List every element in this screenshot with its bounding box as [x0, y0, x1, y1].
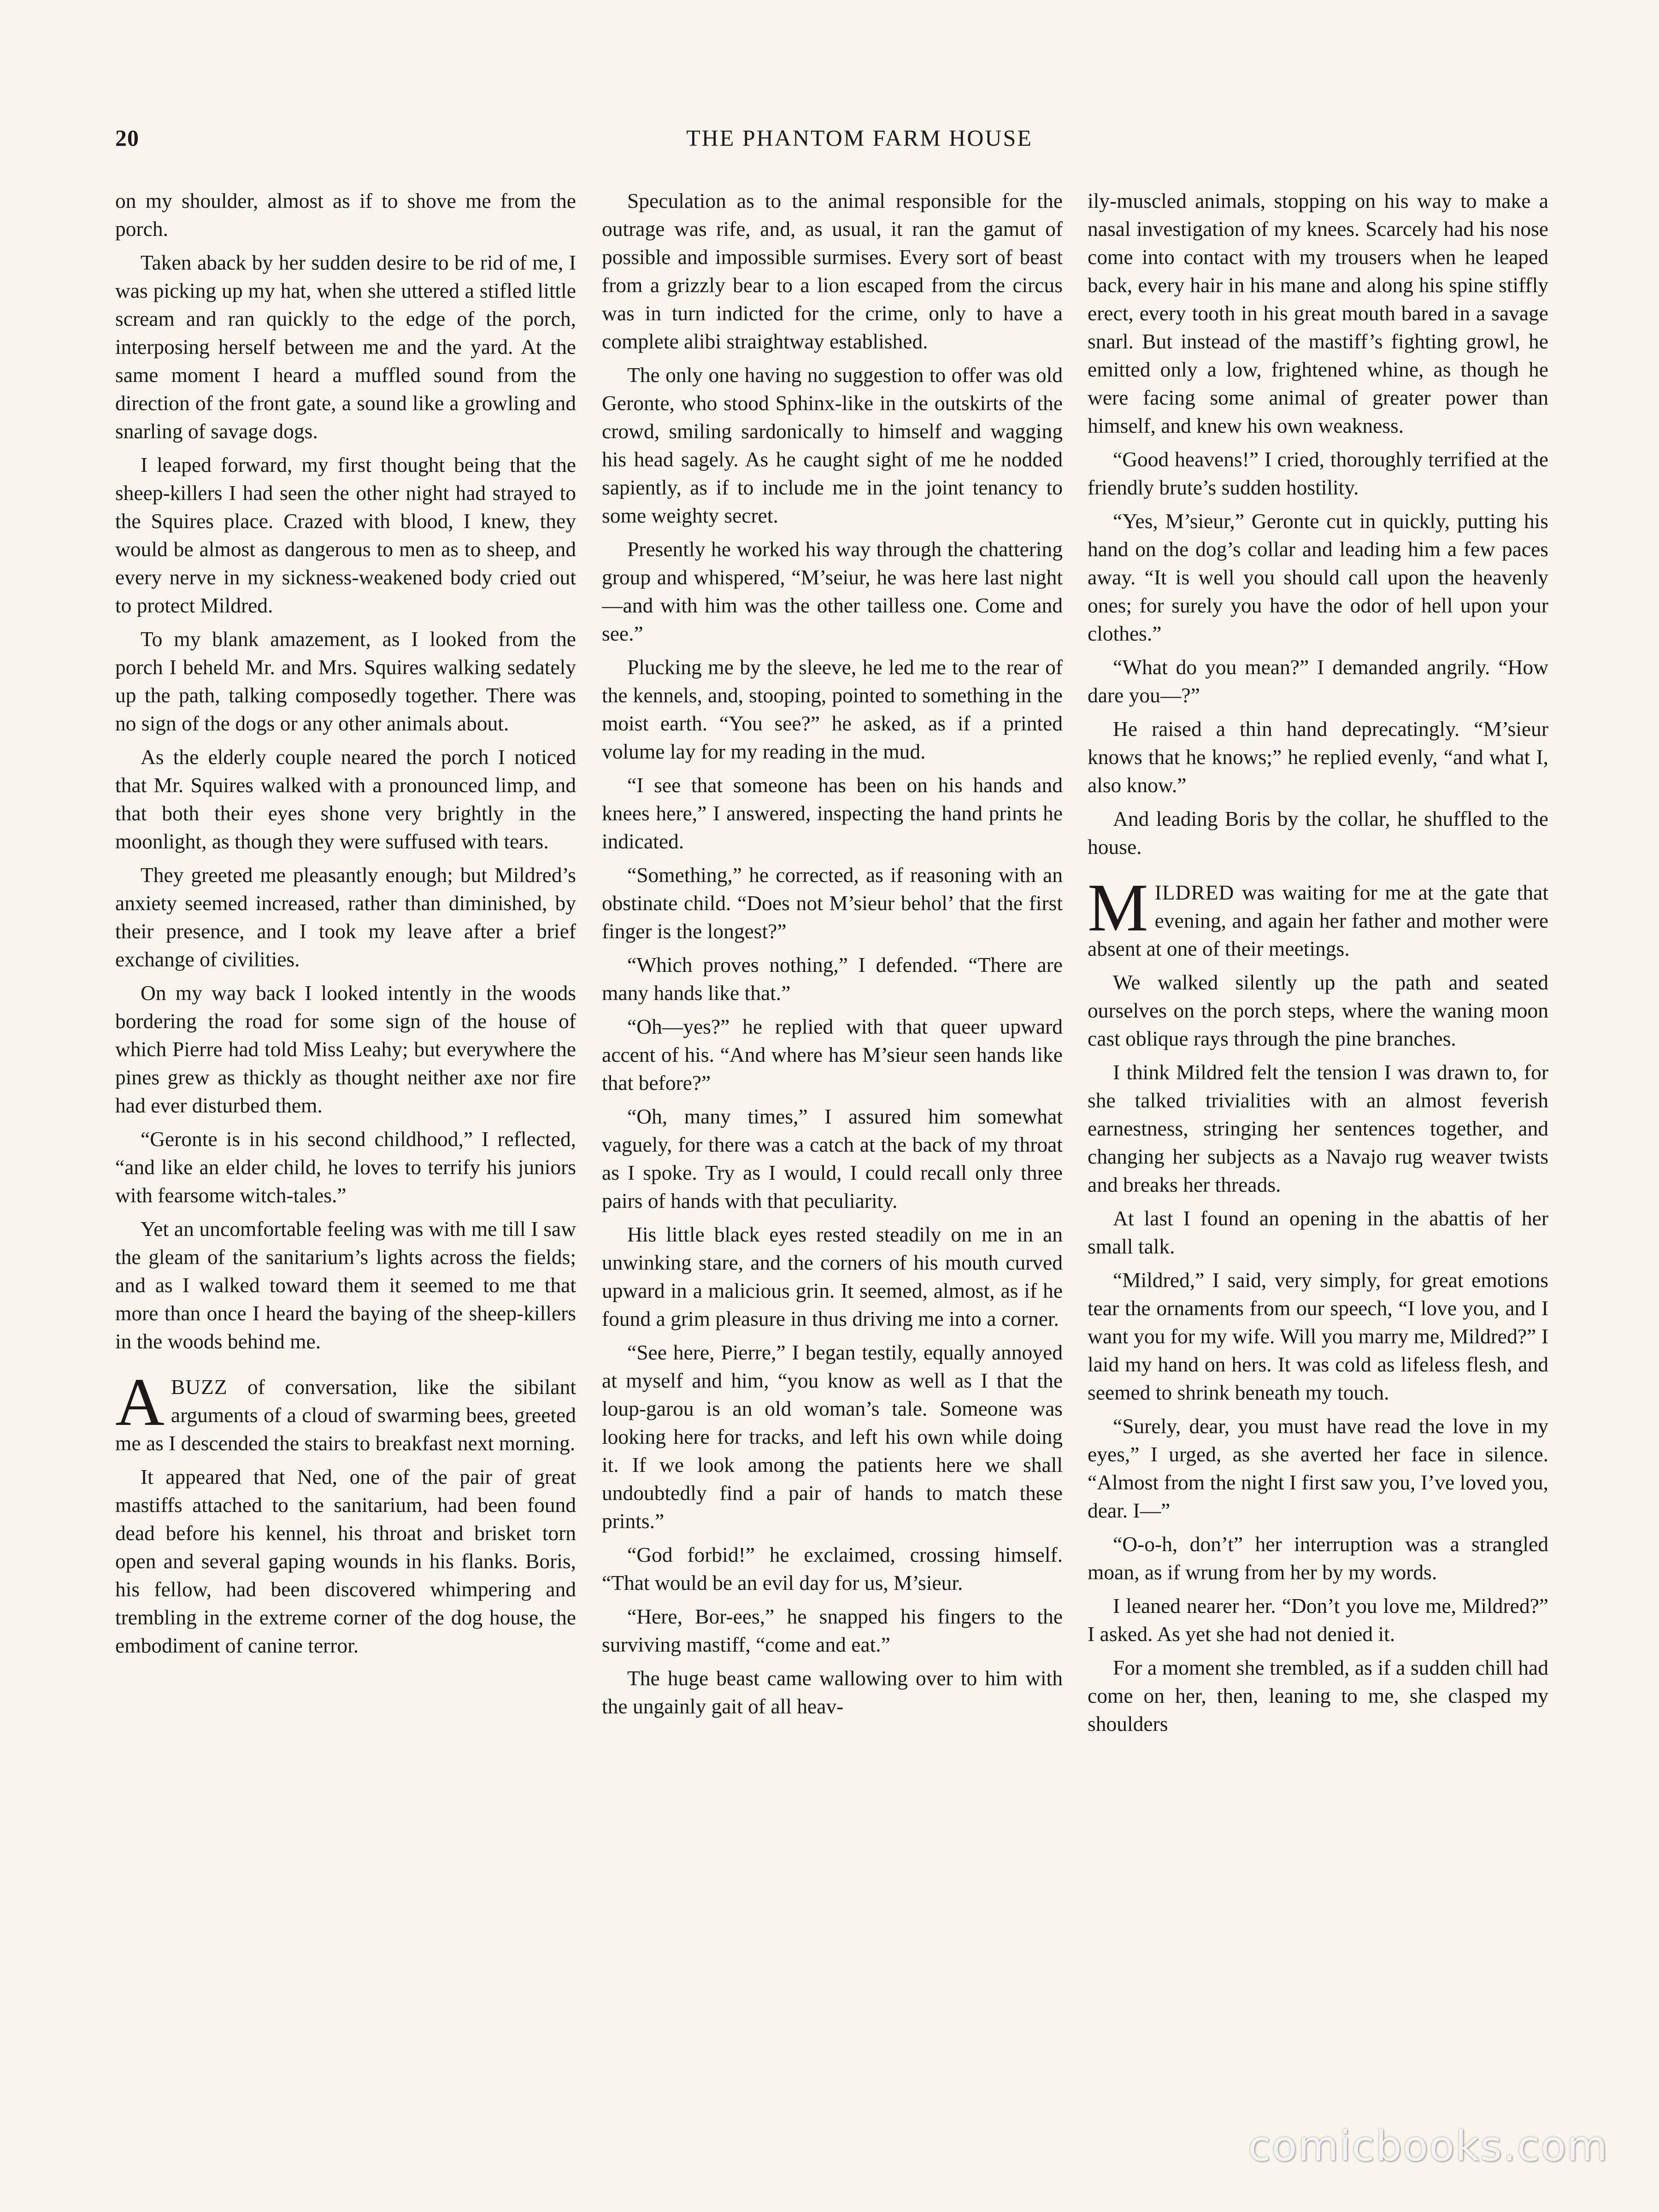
page-number: 20: [115, 125, 139, 151]
body-paragraph: I leaped forward, my first thought being that the sheep-killers I had seen the other night had strayed to the Squires place. Crazed with blood, I knew, they would be almost as dangerous to men as to sheep, and every nerve in my sickness-weakened body cried out to protect Mildred.: [115, 453, 576, 617]
body-paragraph: It appeared that Ned, one of the pair of great mastiffs attached to the sanitarium, had been found dead before his kennel, his throat and brisket torn open and several gaping wounds in his flanks. Boris, his fellow, had been discovered whimpering and trembling in the extreme corner of the dog house, the embodiment of canine terror.: [115, 1465, 576, 1657]
running-title: THE PHANTOM FARM HOUSE: [686, 125, 1033, 151]
body-paragraph: “Yes, M’sieur,” Geronte cut in quickly, putting his hand on the dog’s collar and leading him a few paces away. “It is well you should call upon the heavenly ones; for surely you have the odor of hell upon your clothes.”: [1088, 509, 1548, 645]
body-paragraph: [115, 1365, 576, 1457]
body-paragraph: [1088, 870, 1548, 963]
body-paragraph: “Mildred,” I said, very simply, for great emotions tear the ornaments from our speech, “I love you, and I want you for my wife. Will you marry me, Mildred?” I laid my hand on hers. It was cold as lifeless flesh, and seemed to shrink beneath my touch.: [1088, 1268, 1548, 1404]
body-paragraph: on my shoulder, almost as if to shove me from the porch.: [115, 189, 576, 241]
body-paragraph: Yet an uncomfortable feeling was with me till I saw the gleam of the sanitarium’s lights across the fields; and as I walked toward them it seemed to me that more than once I heard the baying of the sheep-killers in the woods behind me.: [115, 1217, 576, 1353]
body-paragraph: ily-muscled animals, stopping on his way to make a nasal investigation of my knees. Scarcely had his nose come into contact with my trousers when he leaped back, every hair in his mane and along his spine stiffly erect, every tooth in his great mouth bared in a savage snarl. But instead of the mastiff’s fighting growl, he emitted only a low, frightened whine, as though he were facing some animal of greater power than himself, and knew his own weakness.: [1088, 189, 1548, 437]
body-paragraph: “Geronte is in his second childhood,” I reflected, “and like an elder child, he loves to terrify his juniors with fearsome witch-tales.”: [115, 1127, 576, 1207]
body-paragraph: “What do you mean?” I demanded angrily. “How dare you—?”: [1088, 655, 1548, 707]
body-paragraph: They greeted me pleasantly enough; but Mildred’s anxiety seemed increased, rather than diminished, by their presence, and I took my leave after a brief exchange of civilities.: [115, 863, 576, 971]
body-paragraph: The huge beast came wallowing over to him with the ungainly gait of all heav-: [602, 1666, 1063, 1718]
body-paragraph: His little black eyes rested steadily on me in an unwinking stare, and the corners of his mouth curved upward in a malicious grin. It seemed, almost, as if he found a grim pleasure in thus driving me into a corner.: [602, 1223, 1063, 1330]
body-paragraph: “Here, Bor-ees,” he snapped his fingers to the surviving mastiff, “come and eat.”: [602, 1605, 1063, 1656]
body-paragraph: At last I found an opening in the abattis of her small talk.: [1088, 1206, 1548, 1258]
small-caps-lead: BUZZ: [171, 1375, 228, 1399]
paragraph-text: of conversation, like the sibilant arguments of a cloud of swarming bees, greeted me as I descended the stairs to breakfast next morning.: [115, 1375, 576, 1455]
body-paragraph: The only one having no suggestion to offer was old Geronte, who stood Sphinx-like in the outskirts of the crowd, smiling sardonically to himself and wagging his head sagely. As he caught sight of me he nodded sapiently, as if to include me in the joint tenancy to some weighty secret.: [602, 363, 1063, 527]
body-paragraph: We walked silently up the path and seated ourselves on the porch steps, where the waning moon cast oblique rays through the pine branches.: [1088, 971, 1548, 1050]
body-paragraph: Taken aback by her sudden desire to be rid of me, I was picking up my hat, when she uttered a stifled little scream and ran quickly to the edge of the porch, interposing herself between me and the yard. At the same moment I heard a muffled sound from the direction of the front gate, a sound like a growling and snarling of savage dogs.: [115, 251, 576, 443]
paragraph-text: was waiting for me at the gate that evening, and again her father and mother were absent at one of their meetings.: [1088, 881, 1548, 960]
body-paragraph: Presently he worked his way through the chattering group and whispered, “M’seiur, he was here last night—and with him was the other tailless one. Come and see.”: [602, 537, 1063, 645]
site-watermark: comicbooks.com: [1248, 2122, 1608, 2171]
body-paragraph: For a moment she trembled, as if a sudden chill had come on her, then, leaning to me, she clasped my shoulders: [1088, 1656, 1548, 1735]
body-paragraph: “Good heavens!” I cried, thoroughly terrified at the friendly brute’s sudden hostility.: [1088, 447, 1548, 499]
body-paragraph: I think Mildred felt the tension I was drawn to, for she talked trivialities with an almost feverish earnestness, stringing her sentences together, and changing her subjects as a Navajo rug weaver twists and breaks her threads.: [1088, 1060, 1548, 1196]
drop-cap-letter: A: [115, 1365, 165, 1440]
body-paragraph: To my blank amazement, as I looked from the porch I beheld Mr. and Mrs. Squires walking sedately up the path, talking composedly together. There was no sign of the dogs or any other animals about.: [115, 627, 576, 735]
drop-cap-letter: M: [1088, 870, 1148, 946]
body-paragraph: I leaned nearer her. “Don’t you love me, Mildred?” I asked. As yet she had not denied it.: [1088, 1594, 1548, 1646]
body-paragraph: “Surely, dear, you must have read the love in my eyes,” I urged, as she averted her face in silence. “Almost from the night I first saw you, I’ve loved you, dear. I—”: [1088, 1414, 1548, 1522]
body-paragraph: He raised a thin hand deprecatingly. “M’sieur knows that he knows;” he replied evenly, “and what I, also know.”: [1088, 717, 1548, 797]
text-column-1: [115, 187, 576, 2104]
body-paragraph: Plucking me by the sleeve, he led me to the rear of the kennels, and, stooping, pointed to something in the moist earth. “You see?” he asked, as if a printed volume lay for my reading in the mud.: [602, 655, 1063, 763]
body-paragraph: “I see that someone has been on his hands and knees here,” I answered, inspecting the hand prints he indicated.: [602, 773, 1063, 853]
text-column-2: [602, 187, 1063, 2104]
body-paragraph: On my way back I looked intently in the woods bordering the road for some sign of the house of which Pierre had told Miss Leahy; but everywhere the pines grew as thickly as thought neither axe nor fire had ever disturbed them.: [115, 981, 576, 1117]
body-paragraph: “Oh, many times,” I assured him somewhat vaguely, for there was a catch at the back of my throat as I spoke. Try as I would, I could recall only three pairs of hands with that peculiarity.: [602, 1105, 1063, 1212]
body-paragraph: “God forbid!” he exclaimed, crossing himself. “That would be an evil day for us, M’sieur.: [602, 1543, 1063, 1594]
body-paragraph: “Something,” he corrected, as if reasoning with an obstinate child. “Does not M’sieur behol’ that the first finger is the longest?”: [602, 863, 1063, 943]
body-paragraph: “Oh—yes?” he replied with that queer upward accent of his. “And where has M’sieur seen hands like that before?”: [602, 1015, 1063, 1094]
body-paragraph: “O-o-h, don’t” her interruption was a strangled moan, as if wrung from her by my words.: [1088, 1532, 1548, 1584]
small-caps-lead: ILDRED: [1154, 881, 1235, 904]
body-paragraph: And leading Boris by the collar, he shuffled to the house.: [1088, 807, 1548, 859]
body-paragraph: As the elderly couple neared the porch I noticed that Mr. Squires walked with a pronounced limp, and that both their eyes shone very brightly in the moonlight, as though they were suffused with tears.: [115, 745, 576, 853]
text-column-3: [1088, 187, 1548, 2104]
body-paragraph: “See here, Pierre,” I began testily, equally annoyed at myself and him, “you know as well as I that the loup-garou is an old woman’s tale. Someone was looking here for tracks, and left his own while doing it. If we look among the patients here we shall undoubtedly find a pair of hands to match these prints.”: [602, 1341, 1063, 1533]
body-paragraph: “Which proves nothing,” I defended. “There are many hands like that.”: [602, 953, 1063, 1005]
body-paragraph: Speculation as to the animal responsible for the outrage was rife, and, as usual, it ran the gamut of possible and impossible surmises. Every sort of beast from a grizzly bear to a lion escaped from the circus was in turn indicted for the crime, only to have a complete alibi straightway established.: [602, 189, 1063, 353]
